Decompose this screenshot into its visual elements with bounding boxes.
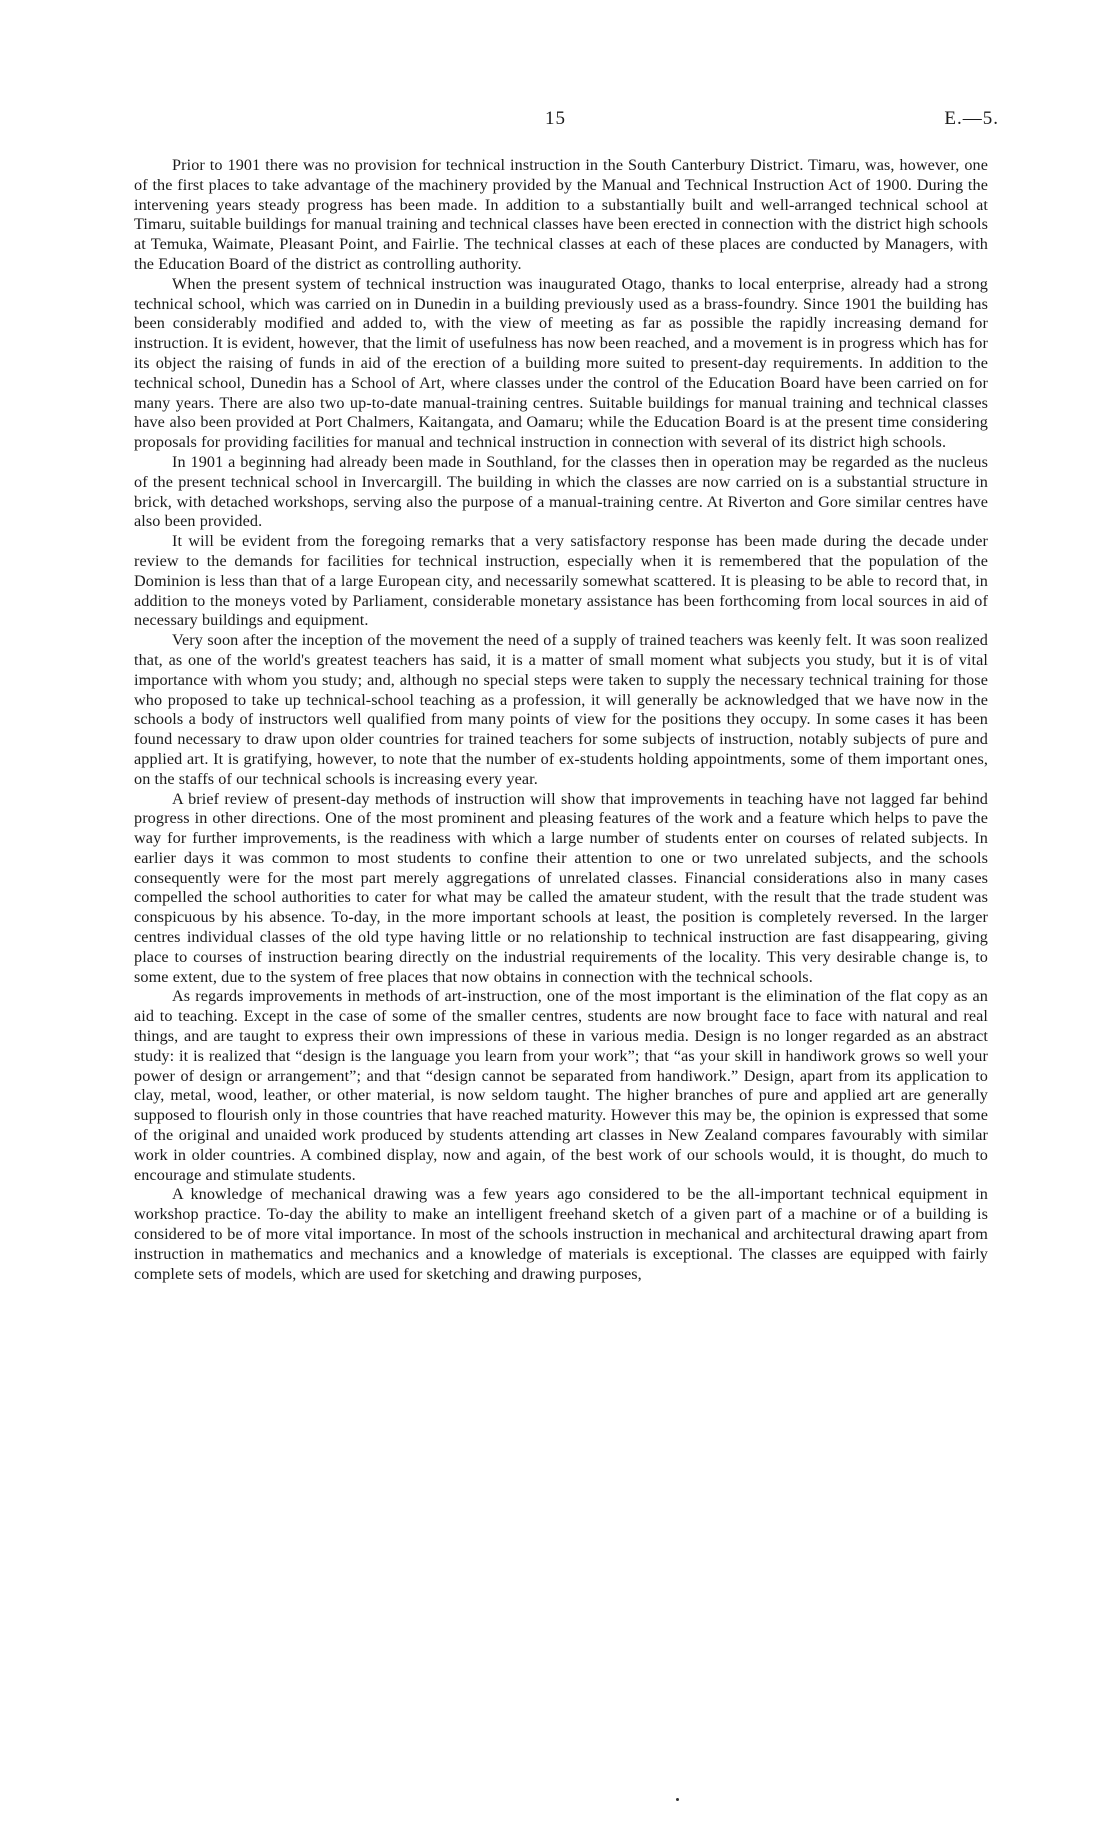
paragraph-trained-teachers: Very soon after the inception of the movement the need of a supply of trained teachers was keenly felt. It was soon realized that, as one of the world's greatest teachers has said, it is a matter of small moment what subjects you study, but it is of vital importance with whom you study; and, although no special steps were taken to supply the necessary technical training for those who proposed to take up technical-school teaching as a profession, it will generally be acknowledged that we have now in the schools a body of instructors well qualified from many points of view for the positions they occupy. In some cases it has been found necessary to draw upon older countries for trained teachers for some subjects of instruction, notably subjects of pure and applied art. It is gratifying, however, to note that the number of ex-students holding appointments, some of them important ones, on the staffs of our technical schools is increasing every year. <box>134 631 988 788</box>
document-body <box>134 156 988 1284</box>
document-reference: E.—5. <box>944 108 999 129</box>
paragraph-methods-review: A brief review of present-day methods of instruction will show that improvements in teaching have not lagged far behind progress in other directions. One of the most prominent and pleasing features of the work and a feature which helps to pave the way for further improvements, is the readiness with which a large number of students enter on courses of related subjects. In earlier days it was common to most students to confine their attention to one or two unrelated subjects, and the schools consequently were for the most part merely aggregations of unrelated classes. Financial considerations also in many cases compelled the school authorities to cater for what may be called the amateur student, with the result that the trade student was conspicuous by his absence. To-day, in the more important schools at least, the position is completely reversed. In the larger centres individual classes of the old type having little or no relationship to technical instruction are fast disappearing, giving place to courses of instruction bearing directly on the industrial requirements of the locality. This very desirable change is, to some extent, due to the system of free places that now obtains in connection with the technical schools. <box>134 789 988 986</box>
scan-mark <box>676 1798 679 1801</box>
paragraph-art-instruction: As regards improvements in methods of art-instruction, one of the most important is the elimination of the flat copy as an aid to teaching. Except in the case of some of the smaller centres, students are now brought face to face with natural and real things, and are taught to express their own impressions of these in various media. Design is no longer regarded as an abstract study: it is realized that “design is the language you learn from your work”; that “as your skill in handiwork grows so well your power of design or arrangement”; and that “design cannot be separated from handiwork.” Design, apart from its application to clay, metal, wood, leather, or other material, is now seldom taught. The higher branches of pure and applied art are generally supposed to flourish only in those countries that have reached maturity. However this may be, the opinion is expressed that some of the original and unaided work produced by students attending art classes in New Zealand compares favourably with similar work in older countries. A combined display, now and again, of the best work of our schools would, it is thought, do much to encourage and stimulate students. <box>134 987 988 1184</box>
paragraph-south-canterbury: Prior to 1901 there was no provision for technical instruction in the South Canterbury District. Timaru, was, however, one of the first places to take advantage of the machinery provided by the Manual and Technical Instruction Act of 1900. During the intervening years steady progress has been made. In addition to a substantially built and well-arranged technical school at Timaru, suitable buildings for manual training and technical classes have been erected in connection with the district high schools at Temuka, Waimate, Pleasant Point, and Fairlie. The technical classes at each of these places are conducted by Managers, with the Education Board of the district as controlling authority. <box>134 156 988 273</box>
paragraph-mechanical-drawing: A knowledge of mechanical drawing was a few years ago considered to be the all-important technical equipment in workshop practice. To-day the ability to make an intelligent freehand sketch of a given part of a machine or of a building is considered to be of more vital importance. In most of the schools instruction in mechanical and architectural drawing apart from instruction in mathematics and mechanics and a knowledge of materials is exceptional. The classes are equipped with fairly complete sets of models, which are used for sketching and drawing purposes, <box>134 1185 988 1283</box>
paragraph-otago: When the present system of technical instruction was inaugurated Otago, thanks to local enterprise, already had a strong technical school, which was carried on in Dunedin in a building previously used as a brass-foundry. Since 1901 the building has been considerably modified and added to, with the view of meeting as far as possible the rapidly increasing demand for instruction. It is evident, however, that the limit of usefulness has now been reached, and a movement is in progress which has for its object the raising of funds in aid of the erection of a building more suited to present-day requirements. In addition to the technical school, Dunedin has a School of Art, where classes under the control of the Education Board have been carried on for many years. There are also two up-to-date manual-training centres. Suitable buildings for manual training and technical classes have also been provided at Port Chalmers, Kaitangata, and Oamaru; while the Education Board is at the present time considering proposals for providing facilities for manual and technical instruction in connection with several of its district high schools. <box>134 274 988 452</box>
paragraph-southland: In 1901 a beginning had already been made in Southland, for the classes then in operation may be regarded as the nucleus of the present technical school in Invercargill. The building in which the classes are now carried on is a substantial structure in brick, with detached workshops, serving also the purpose of a manual-training centre. At Riverton and Gore similar centres have also been provided. <box>134 452 988 531</box>
paragraph-response: It will be evident from the foregoing remarks that a very satisfactory response has been made during the decade under review to the demands for facilities for technical instruction, especially when it is remembered that the population of the Dominion is less than that of a large European city, and necessarily somewhat scattered. It is pleasing to be able to record that, in addition to the moneys voted by Parliament, considerable monetary assistance has been forthcoming from local sources in aid of necessary buildings and equipment. <box>134 532 988 630</box>
page-number: 15 <box>545 108 566 129</box>
